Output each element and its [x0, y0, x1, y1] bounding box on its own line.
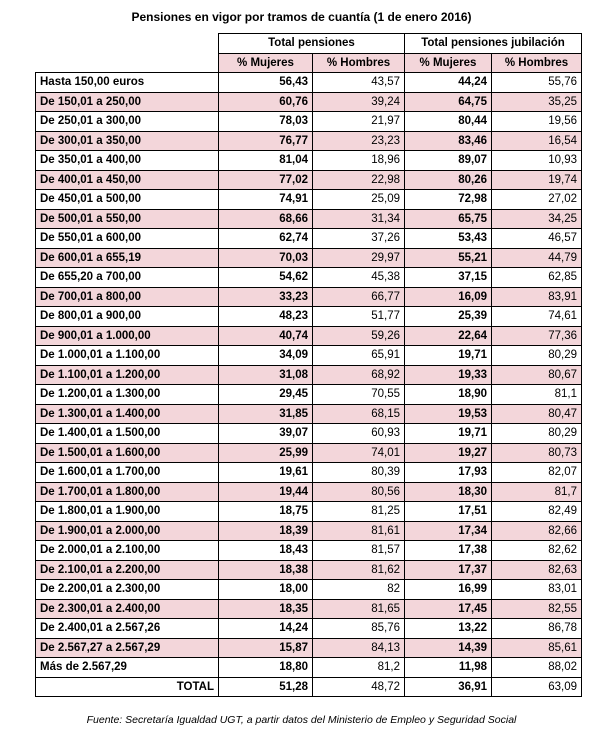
cell-mujeres: 70,03: [219, 248, 313, 268]
cell-mujeres: 60,76: [219, 92, 313, 112]
table-row: [36, 151, 582, 171]
cell-hombres-jub: 83,01: [492, 580, 582, 600]
row-label: De 500,01 a 550,00: [36, 209, 219, 229]
cell-hombres-jub: 82,66: [492, 521, 582, 541]
row-label: De 2.567,27 a 2.567,29: [36, 638, 219, 658]
cell-mujeres: 39,07: [219, 424, 313, 444]
cell-mujeres-jub: 65,75: [405, 209, 492, 229]
cell-mujeres: 18,43: [219, 541, 313, 561]
row-label: De 2.100,01 a 2.200,00: [36, 560, 219, 580]
cell-hombres-jub: 10,93: [492, 151, 582, 171]
table-row: [36, 541, 582, 561]
cell-hombres: 66,77: [313, 287, 405, 307]
table-row: [36, 248, 582, 268]
total-cell-mujeres: 51,28: [219, 677, 313, 697]
table-row: [36, 443, 582, 463]
cell-hombres: 81,65: [313, 599, 405, 619]
table-row: [36, 287, 582, 307]
cell-mujeres-jub: 19,27: [405, 443, 492, 463]
cell-hombres: 82: [313, 580, 405, 600]
table-row: [36, 229, 582, 249]
table-row: [36, 131, 582, 151]
table-body: [36, 73, 582, 678]
cell-hombres-jub: 80,73: [492, 443, 582, 463]
group-header-jubilacion: Total pensiones jubilación: [405, 34, 582, 54]
cell-mujeres-jub: 22,64: [405, 326, 492, 346]
cell-mujeres: 34,09: [219, 346, 313, 366]
cell-hombres-jub: 82,62: [492, 541, 582, 561]
cell-hombres-jub: 82,55: [492, 599, 582, 619]
table-row: [36, 209, 582, 229]
cell-hombres: 68,15: [313, 404, 405, 424]
table-row: [36, 73, 582, 93]
cell-mujeres-jub: 16,09: [405, 287, 492, 307]
cell-mujeres: 81,04: [219, 151, 313, 171]
cell-hombres: 81,62: [313, 560, 405, 580]
table-row: [36, 580, 582, 600]
row-label: Hasta 150,00 euros: [36, 73, 219, 93]
cell-hombres-jub: 81,1: [492, 385, 582, 405]
row-label: De 350,01 a 400,00: [36, 151, 219, 171]
cell-hombres-jub: 27,02: [492, 190, 582, 210]
table-row: [36, 365, 582, 385]
row-label: De 1.400,01 a 1.500,00: [36, 424, 219, 444]
table-row: [36, 502, 582, 522]
cell-hombres-jub: 34,25: [492, 209, 582, 229]
subheader-hombres: % Hombres: [492, 53, 582, 73]
source-note: Fuente: Secretaría Igualdad UGT, a partir datos del Ministerio de Empleo y Seguridad Social: [86, 714, 517, 726]
table-row: [36, 112, 582, 132]
cell-hombres-jub: 55,76: [492, 73, 582, 93]
row-label: De 1.100,01 a 1.200,00: [36, 365, 219, 385]
cell-hombres: 25,09: [313, 190, 405, 210]
cell-hombres: 31,34: [313, 209, 405, 229]
cell-mujeres: 77,02: [219, 170, 313, 190]
row-label: De 1.600,01 a 1.700,00: [36, 463, 219, 483]
cell-hombres-jub: 80,67: [492, 365, 582, 385]
cell-mujeres-jub: 17,34: [405, 521, 492, 541]
cell-mujeres-jub: 72,98: [405, 190, 492, 210]
cell-mujeres-jub: 17,38: [405, 541, 492, 561]
row-label: De 250,01 a 300,00: [36, 112, 219, 132]
cell-hombres: 60,93: [313, 424, 405, 444]
row-label: De 2.400,01 a 2.567,26: [36, 619, 219, 639]
cell-mujeres-jub: 17,37: [405, 560, 492, 580]
table-row: [36, 92, 582, 112]
cell-hombres-jub: 19,56: [492, 112, 582, 132]
cell-mujeres-jub: 18,30: [405, 482, 492, 502]
cell-hombres-jub: 80,47: [492, 404, 582, 424]
pensions-table: [35, 33, 582, 697]
subheader-mujeres: % Mujeres: [405, 53, 492, 73]
cell-hombres-jub: 46,57: [492, 229, 582, 249]
cell-mujeres: 25,99: [219, 443, 313, 463]
cell-hombres: 22,98: [313, 170, 405, 190]
cell-mujeres-jub: 17,45: [405, 599, 492, 619]
row-label: De 1.300,01 a 1.400,00: [36, 404, 219, 424]
table-row: [36, 599, 582, 619]
cell-hombres: 81,61: [313, 521, 405, 541]
subheader-hombres: % Hombres: [313, 53, 405, 73]
table-row: [36, 404, 582, 424]
cell-mujeres: 19,61: [219, 463, 313, 483]
table-row: [36, 521, 582, 541]
cell-hombres: 80,39: [313, 463, 405, 483]
cell-hombres-jub: 86,78: [492, 619, 582, 639]
table-row: [36, 658, 582, 678]
cell-hombres: 59,26: [313, 326, 405, 346]
cell-mujeres-jub: 19,71: [405, 346, 492, 366]
table-row: [36, 326, 582, 346]
cell-hombres-jub: 80,29: [492, 424, 582, 444]
cell-mujeres: 19,44: [219, 482, 313, 502]
row-label: De 800,01 a 900,00: [36, 307, 219, 327]
cell-hombres-jub: 82,49: [492, 502, 582, 522]
cell-mujeres: 18,75: [219, 502, 313, 522]
cell-mujeres-jub: 14,39: [405, 638, 492, 658]
cell-mujeres-jub: 19,33: [405, 365, 492, 385]
cell-hombres-jub: 44,79: [492, 248, 582, 268]
table-row: [36, 170, 582, 190]
cell-mujeres-jub: 53,43: [405, 229, 492, 249]
cell-mujeres: 78,03: [219, 112, 313, 132]
cell-mujeres: 68,66: [219, 209, 313, 229]
cell-mujeres: 15,87: [219, 638, 313, 658]
row-label: De 150,01 a 250,00: [36, 92, 219, 112]
header-spacer: [36, 53, 219, 73]
total-row: [36, 677, 582, 697]
cell-mujeres: 56,43: [219, 73, 313, 93]
header-spacer: [36, 34, 219, 54]
cell-mujeres: 54,62: [219, 268, 313, 288]
cell-hombres: 23,23: [313, 131, 405, 151]
cell-mujeres: 76,77: [219, 131, 313, 151]
row-label: De 700,01 a 800,00: [36, 287, 219, 307]
cell-mujeres: 40,74: [219, 326, 313, 346]
row-label: De 450,01 a 500,00: [36, 190, 219, 210]
cell-hombres-jub: 80,29: [492, 346, 582, 366]
cell-mujeres-jub: 44,24: [405, 73, 492, 93]
table-title: Pensiones en vigor por tramos de cuantía (1 de enero 2016): [131, 10, 472, 24]
group-header-row: [36, 34, 582, 54]
row-label: De 1.000,01 a 1.100,00: [36, 346, 219, 366]
cell-hombres: 81,57: [313, 541, 405, 561]
table-row: [36, 346, 582, 366]
row-label: De 1.500,01 a 1.600,00: [36, 443, 219, 463]
row-label: Más de 2.567,29: [36, 658, 219, 678]
total-cell-hombres: 48,72: [313, 677, 405, 697]
cell-mujeres: 18,80: [219, 658, 313, 678]
row-label: De 1.700,01 a 1.800,00: [36, 482, 219, 502]
cell-hombres-jub: 77,36: [492, 326, 582, 346]
cell-mujeres-jub: 25,39: [405, 307, 492, 327]
cell-mujeres-jub: 13,22: [405, 619, 492, 639]
cell-mujeres-jub: 80,26: [405, 170, 492, 190]
cell-hombres: 29,97: [313, 248, 405, 268]
table-row: [36, 619, 582, 639]
cell-hombres: 65,91: [313, 346, 405, 366]
row-label: De 600,01 a 655,19: [36, 248, 219, 268]
cell-mujeres: 29,45: [219, 385, 313, 405]
group-header-total: Total pensiones: [219, 34, 405, 54]
cell-hombres: 51,77: [313, 307, 405, 327]
cell-hombres-jub: 88,02: [492, 658, 582, 678]
cell-mujeres: 18,35: [219, 599, 313, 619]
cell-hombres-jub: 35,25: [492, 92, 582, 112]
cell-mujeres: 31,08: [219, 365, 313, 385]
row-label: De 2.000,01 a 2.100,00: [36, 541, 219, 561]
table-row: [36, 482, 582, 502]
cell-mujeres: 31,85: [219, 404, 313, 424]
row-label: De 1.200,01 a 1.300,00: [36, 385, 219, 405]
cell-hombres-jub: 81,7: [492, 482, 582, 502]
table-row: [36, 638, 582, 658]
cell-hombres-jub: 82,63: [492, 560, 582, 580]
cell-hombres: 81,25: [313, 502, 405, 522]
cell-hombres-jub: 83,91: [492, 287, 582, 307]
cell-mujeres-jub: 19,71: [405, 424, 492, 444]
cell-hombres-jub: 85,61: [492, 638, 582, 658]
cell-mujeres: 74,91: [219, 190, 313, 210]
table-row: [36, 463, 582, 483]
row-label: De 1.900,01 a 2.000,00: [36, 521, 219, 541]
cell-hombres: 21,97: [313, 112, 405, 132]
cell-hombres: 84,13: [313, 638, 405, 658]
cell-hombres: 18,96: [313, 151, 405, 171]
row-label: De 300,01 a 350,00: [36, 131, 219, 151]
row-label: De 900,01 a 1.000,00: [36, 326, 219, 346]
table-row: [36, 560, 582, 580]
row-label: De 550,01 a 600,00: [36, 229, 219, 249]
cell-hombres: 68,92: [313, 365, 405, 385]
total-cell-hombres-jub: 63,09: [492, 677, 582, 697]
cell-mujeres-jub: 11,98: [405, 658, 492, 678]
cell-mujeres: 14,24: [219, 619, 313, 639]
cell-hombres: 80,56: [313, 482, 405, 502]
cell-mujeres-jub: 17,93: [405, 463, 492, 483]
cell-hombres: 81,2: [313, 658, 405, 678]
cell-mujeres-jub: 89,07: [405, 151, 492, 171]
cell-hombres: 45,38: [313, 268, 405, 288]
cell-hombres: 85,76: [313, 619, 405, 639]
cell-hombres: 39,24: [313, 92, 405, 112]
cell-hombres-jub: 62,85: [492, 268, 582, 288]
table-row: [36, 307, 582, 327]
row-label: De 400,01 a 450,00: [36, 170, 219, 190]
cell-hombres: 70,55: [313, 385, 405, 405]
cell-mujeres-jub: 80,44: [405, 112, 492, 132]
subheader-row: [36, 53, 582, 73]
row-label: De 655,20 a 700,00: [36, 268, 219, 288]
cell-hombres: 37,26: [313, 229, 405, 249]
cell-hombres-jub: 82,07: [492, 463, 582, 483]
cell-mujeres-jub: 18,90: [405, 385, 492, 405]
cell-hombres-jub: 74,61: [492, 307, 582, 327]
cell-hombres-jub: 19,74: [492, 170, 582, 190]
cell-mujeres: 18,00: [219, 580, 313, 600]
cell-mujeres-jub: 64,75: [405, 92, 492, 112]
table-row: [36, 268, 582, 288]
cell-hombres: 43,57: [313, 73, 405, 93]
cell-hombres: 74,01: [313, 443, 405, 463]
cell-mujeres-jub: 19,53: [405, 404, 492, 424]
cell-mujeres: 18,39: [219, 521, 313, 541]
cell-mujeres: 62,74: [219, 229, 313, 249]
cell-mujeres-jub: 37,15: [405, 268, 492, 288]
cell-mujeres-jub: 17,51: [405, 502, 492, 522]
total-cell-mujeres-jub: 36,91: [405, 677, 492, 697]
table-row: [36, 190, 582, 210]
cell-mujeres-jub: 16,99: [405, 580, 492, 600]
cell-mujeres: 48,23: [219, 307, 313, 327]
table-row: [36, 385, 582, 405]
total-label: TOTAL: [36, 677, 219, 697]
cell-mujeres-jub: 55,21: [405, 248, 492, 268]
cell-mujeres-jub: 83,46: [405, 131, 492, 151]
subheader-mujeres: % Mujeres: [219, 53, 313, 73]
row-label: De 1.800,01 a 1.900,00: [36, 502, 219, 522]
row-label: De 2.300,01 a 2.400,00: [36, 599, 219, 619]
cell-hombres-jub: 16,54: [492, 131, 582, 151]
cell-mujeres: 33,23: [219, 287, 313, 307]
row-label: De 2.200,01 a 2.300,00: [36, 580, 219, 600]
cell-mujeres: 18,38: [219, 560, 313, 580]
table-row: [36, 424, 582, 444]
